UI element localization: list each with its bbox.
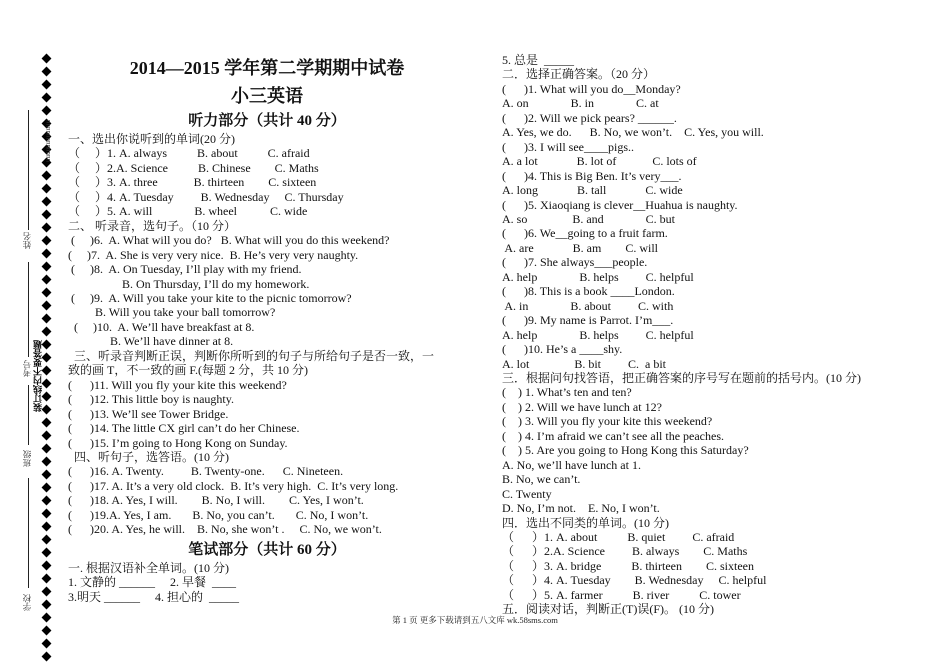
text-line: 1. 文静的 ______ 2. 早餐 ____	[68, 575, 237, 590]
text-line: （ ）3. A. three B. thirteen C. sixteen	[68, 175, 317, 190]
margin-label-class: 班级	[22, 450, 32, 467]
text-line: ( )8. A. On Tuesday, I’ll play with my friend.	[68, 262, 302, 277]
text-line: ( )4. This is Big Ben. It’s very___.	[502, 168, 682, 183]
text-line: ( )18. A. Yes, I will. B. No, I will. C. Yes, I won’t.	[68, 493, 364, 508]
diamond-icon	[42, 275, 52, 285]
diamond-icon	[42, 509, 52, 519]
text-line: ( )14. The little CX girl can’t do her Chinese.	[68, 421, 300, 436]
text-line: （ ）3. A. bridge B. thirteen C. sixteen	[502, 558, 754, 573]
diamond-icon	[42, 483, 52, 493]
text-line: ( )10. A. We’ll have breakfast at 8.	[68, 319, 255, 334]
text-line: ( )10. He’s a ____shy.	[502, 342, 623, 357]
text-line: 四．选出不同类的单词。(10 分)	[502, 515, 669, 530]
word-completion	[68, 561, 466, 604]
text-line: （ ）2.A. Science B. always C. Maths	[502, 544, 748, 559]
diamond-icon	[42, 496, 52, 506]
diamond-icon	[42, 457, 52, 467]
text-line: ( )17. A. It’s a very old clock. B. It’s very high. C. It’s very long.	[68, 478, 399, 493]
diamond-icon	[42, 197, 52, 207]
text-line: ( )2. Will we pick pears? ______.	[502, 110, 677, 125]
text-line: 三、听录音判断正误，判断你所听到的句子与所给句子是否一致，一	[68, 348, 435, 363]
text-line: ( ) 5. Are you going to Hong Kong this Saturday?	[502, 443, 749, 458]
text-line: B. No, we can’t.	[502, 472, 581, 487]
exam-title: 2014—2015 学年第二学期期中试卷	[129, 58, 405, 78]
diamond-icon	[42, 288, 52, 298]
text-line: ( )13. We’ll see Tower Bridge.	[68, 406, 229, 421]
text-line: ( )8. This is a book ____London.	[502, 284, 675, 299]
text-line: ( ) 3. Will you fly your kite this weekend?	[502, 414, 713, 429]
diamond-icon	[42, 626, 52, 636]
diamond-icon	[42, 587, 52, 597]
text-line: 五．阅读对话，判断正(T)误(F)。 (10 分)	[502, 602, 714, 617]
listening-questions	[68, 132, 466, 537]
page-footer: 第 1 页 更多下载请到五八文库 wk.58sms.com	[392, 615, 558, 625]
text-line: B. On Thursday, I’ll do my homework.	[68, 276, 310, 291]
text-line: ( )9. My name is Parrot. I’m___.	[502, 313, 674, 328]
diamond-icon	[42, 184, 52, 194]
text-line: 致的画 T，不一致的画 F.(每题 2 分，共 10 分)	[68, 363, 309, 378]
text-line: 四、听句子，选答语。(10 分)	[68, 449, 229, 464]
text-line: ( )11. Will you fly your kite this weekend?	[68, 377, 287, 392]
text-line: D. No, I’m not. E. No, I won’t.	[502, 501, 660, 516]
text-line: ( )3. I will see____pigs..	[502, 139, 634, 154]
diamond-icon	[42, 327, 52, 337]
margin-underline: uuuuuuuuuuuu	[44, 120, 52, 162]
diamond-icon	[42, 223, 52, 233]
text-line: （ ）4. A. Tuesday B. Wednesday C. Thursday	[68, 189, 344, 204]
text-line: A. so B. and C. but	[502, 211, 676, 226]
text-line: B. We’ll have dinner at 8.	[68, 334, 234, 349]
text-line: A. a lot B. lot of C. lots of	[502, 154, 697, 169]
margin-line	[28, 385, 29, 445]
text-line: （ ）5. A. will B. wheel C. wide	[68, 204, 308, 219]
text-line: ( )19.A. Yes, I am. B. No, you can’t. C. No, I won’t.	[68, 507, 369, 522]
text-line: ( )12. This little boy is naughty.	[68, 392, 234, 407]
diamond-icon	[42, 600, 52, 610]
text-line: C. Twenty	[502, 486, 552, 501]
text-line: A. No, we’ll have lunch at 1.	[502, 457, 641, 472]
written-questions	[502, 53, 902, 617]
text-line: （ ）4. A. Tuesday B. Wednesday C. helpful	[502, 573, 767, 588]
diamond-icon	[42, 249, 52, 259]
text-line: 三．根据问句找答语，把正确答案的序号写在题前的括号内。(10 分)	[502, 370, 861, 385]
diamond-icon	[42, 210, 52, 220]
text-line: ( )16. A. Twenty. B. Twenty-one. C. Nineteen.	[68, 464, 344, 479]
margin-line	[28, 110, 29, 230]
diamond-icon	[42, 418, 52, 428]
text-line: A. Yes, we do. B. No, we won’t. C. Yes, you will.	[502, 125, 764, 140]
text-line: 二、 听录音，选句子。（10 分）	[68, 218, 237, 233]
diamond-icon	[42, 262, 52, 272]
text-line: A. are B. am C. will	[502, 240, 658, 255]
seal-note: 装订线内不要答题	[33, 340, 43, 412]
binding-margin	[0, 0, 60, 671]
margin-label-number: 考号	[22, 360, 32, 377]
text-line: A. help B. helps C. helpful	[502, 327, 694, 342]
margin-line	[28, 262, 29, 357]
margin-label-name: 姓名	[22, 232, 32, 249]
diamond-icon	[42, 431, 52, 441]
text-line: A. on B. in C. at	[502, 96, 659, 111]
text-line: ( )1. What will you do__Monday?	[502, 81, 681, 96]
text-line: A. lot B. bit C. a bit	[502, 356, 667, 371]
text-line: ( )5. Xiaoqiang is clever__Huahua is naughty.	[502, 197, 738, 212]
diamond-icon	[42, 106, 52, 116]
text-line: ( )9. A. Will you take your kite to the picnic tomorrow?	[68, 290, 352, 305]
text-line: 5. 总是 _____	[502, 53, 575, 67]
margin-line	[28, 478, 29, 588]
text-line: （ ）5. A. farmer B. river C. tower	[502, 587, 741, 602]
text-line: ( ) 4. I’m afraid we can’t see all the peaches.	[502, 428, 725, 443]
text-line: A. help B. helps C. helpful	[502, 269, 694, 284]
text-line: ( )7. A. She is very very nice. B. He’s very very naughty.	[68, 247, 359, 262]
diamond-icon	[42, 444, 52, 454]
text-line: 一. 根据汉语补全单词。(10 分)	[68, 560, 229, 575]
right-column	[502, 53, 902, 617]
diamond-icon	[42, 171, 52, 181]
text-line: ( )15. I’m going to Hong Kong on Sunday.	[68, 435, 288, 450]
diamond-icon	[42, 574, 52, 584]
text-line: ( )7. She always___people.	[502, 255, 648, 270]
diamond-icon	[42, 93, 52, 103]
diamond-icon	[42, 652, 52, 662]
text-line: 一、选出你说听到的单词(20 分)	[68, 132, 235, 146]
text-line: 二．选择正确答案。（20 分）	[502, 67, 656, 82]
text-line: ( ) 2. Will we have lunch at 12?	[502, 399, 662, 414]
text-line: （ ）2.A. Science B. Chinese C. Maths	[68, 160, 319, 175]
text-line: （ ）1. A. always B. about C. afraid	[68, 146, 310, 161]
diamond-icon	[42, 470, 52, 480]
text-line: ( )6. A. What will you do? B. What will you do this weekend?	[68, 233, 390, 248]
text-line: B. Will you take your ball tomorrow?	[68, 305, 276, 320]
text-line: ( )20. A. Yes, he will. B. No, she won’t . C. No, we won’t.	[68, 522, 382, 537]
text-line: ( )6. We__going to a fruit farm.	[502, 226, 668, 241]
diamond-icon	[42, 548, 52, 558]
diamond-icon	[42, 639, 52, 649]
text-line: A. in B. about C. with	[502, 298, 674, 313]
diamond-icon	[42, 54, 52, 64]
text-line: 3.明天 ______ 4. 担心的 _____	[68, 589, 240, 604]
text-line: （ ）1. A. about B. quiet C. afraid	[502, 529, 735, 544]
diamond-icon	[42, 236, 52, 246]
left-column	[68, 52, 466, 604]
diamond-icon	[42, 535, 52, 545]
diamond-icon	[42, 561, 52, 571]
diamond-icon	[42, 301, 52, 311]
text-line: ( ) 1. What’s ten and ten?	[502, 385, 632, 400]
diamond-icon	[42, 67, 52, 77]
diamond-icon	[42, 314, 52, 324]
written-section-title: 笔试部分（共计 60 分）	[188, 541, 346, 558]
text-line: A. long B. tall C. wide	[502, 183, 683, 198]
listening-section-title: 听力部分（共计 40 分）	[188, 113, 346, 129]
diamond-icon	[42, 522, 52, 532]
subject-title: 小三英语	[231, 86, 303, 106]
diamond-icon	[42, 80, 52, 90]
margin-label-school: 学校	[22, 594, 32, 611]
